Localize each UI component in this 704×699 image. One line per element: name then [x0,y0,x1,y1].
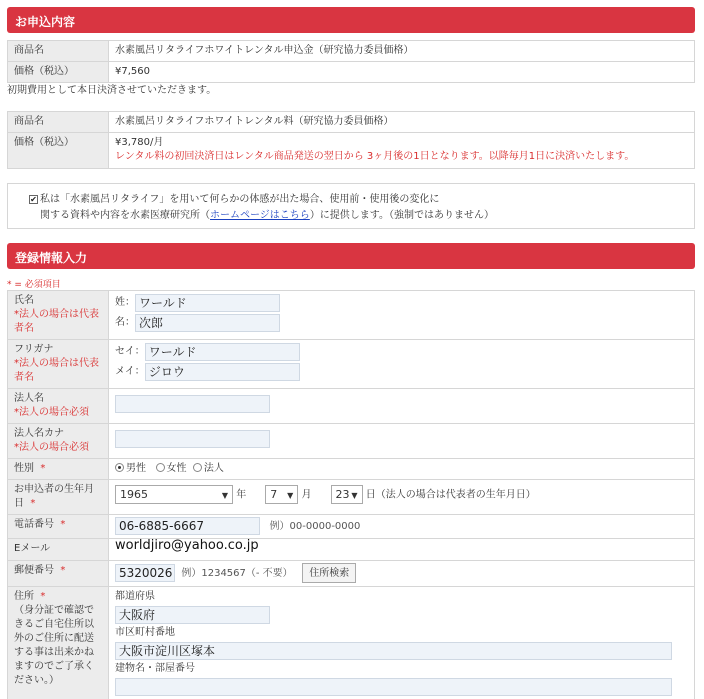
kana-label-cell [8,340,109,389]
corp-input-cell [109,389,695,424]
kana-row [8,340,695,389]
gender-female-radio[interactable] [156,463,165,472]
sei-label: 姓： [115,297,135,308]
city-label: 市区町村番地 [115,627,175,638]
phone-input-cell [109,515,695,539]
zip-input[interactable]: 5320026 [115,564,175,582]
corp-kana-sublabel: *法人の場合必須 [14,442,89,453]
consent-text-line1: 私は「水素風呂リタライフ」を用いて何らかの体感が出た場合、使用前・使用後の変化に [40,194,440,205]
city-input[interactable]: 大阪市淀川区塚本 [115,642,672,660]
corp-kana-label-cell [8,424,109,459]
gender-label: 性別 [14,463,34,474]
consent-text-post: ）に提供します。（強制ではありません） [309,210,495,221]
consent-text-line2 [28,208,694,224]
name-label: 氏名 [14,295,34,306]
name-input-cell [109,291,695,340]
zip-label: 郵便番号 [14,565,54,576]
gender-corp-label: 法人 [203,463,224,474]
consent-box [7,183,695,229]
birth-day-select[interactable]: 23 ▼ [331,485,363,504]
month-unit: 月 [301,489,312,501]
gender-corp-radio[interactable] [193,463,202,472]
address-label-cell [8,587,109,699]
zip-example: 例）1234567（- 不要） [181,568,293,579]
address-label: 住所 [14,591,34,602]
sei-kana-label: セイ： [115,346,145,357]
item-price-value: ¥3,780/月 [115,137,164,148]
gender-female-label: 女性 [166,463,187,474]
register-section-header [7,243,695,269]
table-row [8,62,695,83]
zip-input-cell [109,561,695,587]
item-name-label: 商品名 [8,112,109,133]
corp-kana-label: 法人名カナ [14,428,64,439]
chevron-down-icon: ▼ [287,491,294,500]
order-section-header [7,7,695,33]
item-price-cell [109,133,695,169]
phone-row [8,515,695,539]
corp-name-input[interactable] [115,395,270,413]
email-input-cell [109,539,695,561]
corp-label: 法人名 [14,393,44,404]
required-mark: * [30,498,36,509]
name-label-cell [8,291,109,340]
kana-sublabel: *法人の場合は代表者名 [14,358,99,383]
chevron-down-icon: ▼ [221,491,228,500]
order-item2-table [7,111,695,169]
name-row [8,291,695,340]
consent-checkbox[interactable]: ✔ [30,195,37,204]
order-section-title: お申込内容 [15,15,76,29]
kana-mei-input[interactable]: ジロウ [145,363,300,381]
birth-month-select[interactable]: 7 ▼ [265,485,298,504]
item-price-label: 価格（税込） [8,133,109,169]
consent-text-pre: 関する資料や内容を水素医療研究所（ [40,210,210,221]
kana-label: フリガナ [14,344,54,355]
homepage-link[interactable]: ホームページはこちら [210,210,310,221]
phone-input[interactable]: 06-6885-6667 [115,517,260,535]
registration-form [7,290,695,699]
email-input[interactable]: worldjiro@yahoo.co.jp [115,538,259,553]
pref-label: 都道府県 [115,591,155,602]
required-mark: * [40,591,46,602]
email-label-cell [8,539,109,561]
bldg-input[interactable] [115,678,672,696]
birth-label-cell [8,480,109,515]
address-input-cell [109,587,695,699]
table-row [8,133,695,169]
initial-fee-note: 初期費用として本日決済させていただきます。 [7,85,217,96]
corp-kana-input[interactable] [115,430,270,448]
name-sei-input[interactable]: ワールド [135,294,280,312]
zip-label-cell [8,561,109,587]
bldg-label: 建物名・部屋番号 [115,663,195,674]
gender-row [8,459,695,480]
item-price-value: ¥7,560 [109,62,695,83]
pref-input[interactable]: 大阪府 [115,606,270,624]
phone-label: 電話番号 [14,519,54,530]
required-mark: * [40,463,46,474]
year-unit: 年 [236,489,247,501]
birth-row [8,480,695,515]
rental-billing-note: レンタル料の初回決済日はレンタル商品発送の翌日から 3ヶ月後の1日となります。以降毎月1日に決済いたします。 [115,151,635,162]
corp-kana-input-cell [109,424,695,459]
corp-sublabel: *法人の場合必須 [14,407,89,418]
zip-row [8,561,695,587]
birth-year-select[interactable]: 1965 ▼ [115,485,233,504]
birth-label: お申込者の生年月日 [14,484,94,509]
day-unit: 日（法人の場合は代表者の生年月日） [365,489,536,501]
required-mark: * [60,519,66,530]
gender-male-label: 男性 [126,463,146,474]
item-name-label: 商品名 [8,41,109,62]
item-name-value: 水素風呂リタライフホワイトレンタル申込金（研究協力委員価格） [109,41,695,62]
name-mei-input[interactable]: 次郎 [135,314,280,332]
address-row [8,587,695,699]
table-row [8,112,695,133]
kana-input-cell [109,340,695,389]
email-row [8,539,695,561]
order-item1-table [7,40,695,83]
item-price-label: 価格（税込） [8,62,109,83]
address-search-button[interactable]: 住所検索 [302,563,356,583]
phone-example: 例）00-0000-0000 [269,521,361,532]
gender-male-radio[interactable] [115,463,124,472]
item-name-value: 水素風呂リタライフホワイトレンタル料（研究協力委員価格） [109,112,695,133]
register-section-title: 登録情報入力 [15,251,88,265]
phone-label-cell [8,515,109,539]
corp-row [8,389,695,424]
chevron-down-icon: ▼ [351,491,358,500]
birth-input-cell [109,480,695,515]
name-sublabel: *法人の場合は代表者名 [14,309,99,334]
mei-label: 名： [115,317,135,328]
required-note: * = 必須項目 [7,280,61,290]
required-mark: * [60,565,66,576]
gender-label-cell [8,459,109,480]
gender-options-cell [109,459,695,480]
email-label: Eメール [14,543,51,554]
corp-label-cell [8,389,109,424]
mei-kana-label: メイ： [115,366,145,377]
kana-sei-input[interactable]: ワールド [145,343,300,361]
table-row [8,41,695,62]
address-sublabel: （身分証で確認できるご自宅住所以外のご住所に配送する事は出来かねますのでご了承ください。） [14,605,94,686]
corp-kana-row [8,424,695,459]
